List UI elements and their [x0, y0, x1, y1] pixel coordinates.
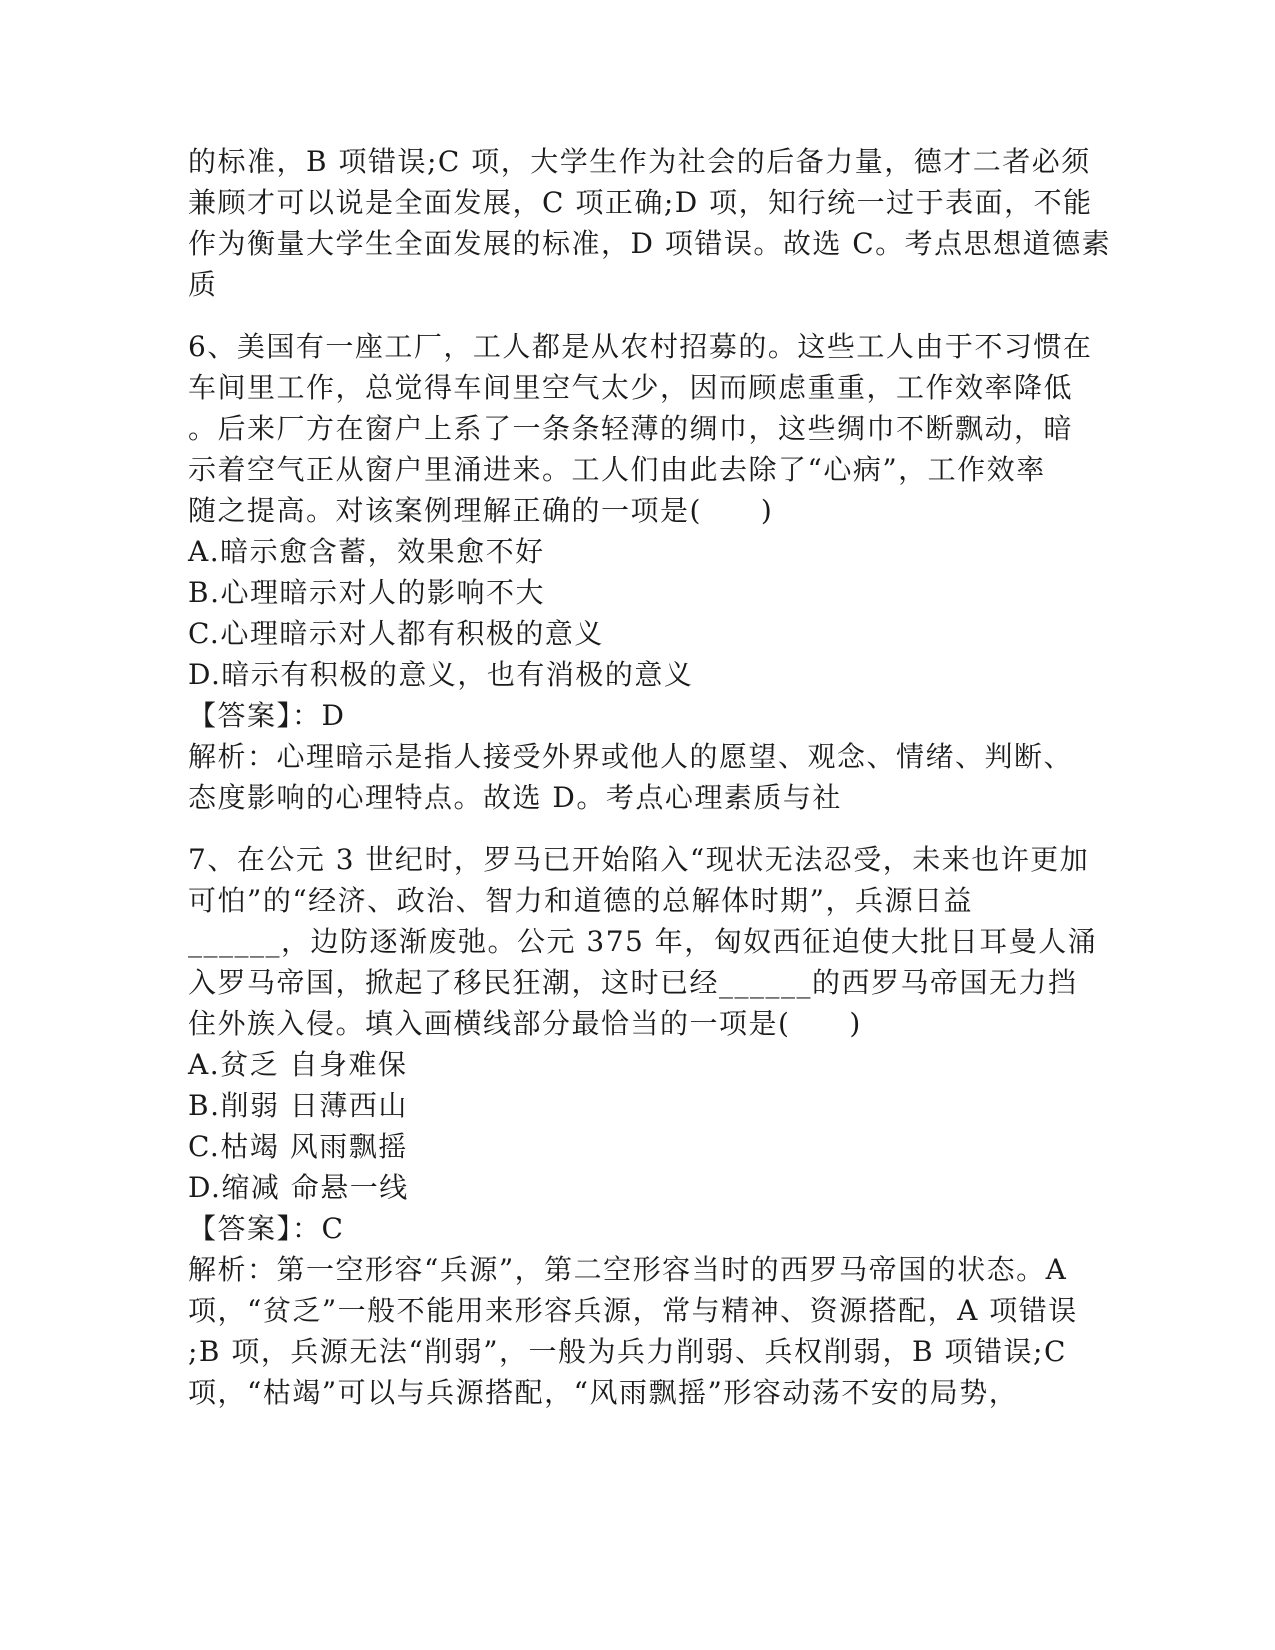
question-stem-line: 7、在公元 3 世纪时，罗马已开始陷入“现状无法忍受，未来也许更加: [188, 843, 1090, 876]
explanation-line: 项，“枯竭”可以与兵源搭配，“风雨飘摇”形容动荡不安的局势，: [188, 1376, 1019, 1409]
option-b: B.削弱 日薄西山: [188, 1089, 408, 1122]
option-c: C.心理暗示对人都有积极的意义: [188, 617, 604, 650]
option-d: D.缩减 命悬一线: [188, 1171, 409, 1204]
option-c: C.枯竭 风雨飘摇: [188, 1130, 408, 1163]
text-line: 作为衡量大学生全面发展的标准，D 项错误。故选 C。考点思想道德素: [188, 227, 1112, 260]
question-stem-line: 车间里工作，总觉得车间里空气太少，因而顾虑重重，工作效率降低: [188, 371, 1074, 404]
question-stem-line: ______，边防逐渐废弛。公元 375 年，匈奴西征迫使大批日耳曼人涌: [188, 925, 1098, 958]
question-stem-line: 随之提高。对该案例理解正确的一项是( ): [188, 494, 774, 527]
question-stem-line: 入罗马帝国，掀起了移民狂潮，这时已经______的西罗马帝国无力挡: [188, 966, 1078, 999]
question-stem-line: 可怕”的“经济、政治、智力和道德的总解体时期”，兵源日益: [188, 884, 973, 917]
explanation-line: 项，“贫乏”一般不能用来形容兵源，常与精神、资源搭配，A 项错误: [188, 1294, 1078, 1327]
explanation-line: 解析：第一空形容“兵源”，第二空形容当时的西罗马帝国的状态。A: [188, 1253, 1068, 1286]
option-b: B.心理暗示对人的影响不大: [188, 576, 545, 609]
question-stem-line: 。后来厂方在窗户上系了一条条轻薄的绸巾，这些绸巾不断飘动，暗: [188, 412, 1074, 445]
question-stem-line: 示着空气正从窗户里涌进来。工人们由此去除了“心病”，工作效率: [188, 453, 1046, 486]
explanation-line: 态度影响的心理特点。故选 D。考点心理素质与社: [188, 781, 842, 814]
option-a: A.贫乏 自身难保: [188, 1048, 408, 1081]
answer-line: 【答案】：C: [188, 1212, 345, 1245]
answer-line: 【答案】：D: [188, 699, 346, 732]
text-line: 兼顾才可以说是全面发展，C 项正确;D 项，知行统一过于表面，不能: [188, 186, 1093, 219]
question-stem-line: 6、美国有一座工厂，工人都是从农村招募的。这些工人由于不习惯在: [188, 330, 1093, 363]
text-line: 的标准，B 项错误;C 项，大学生作为社会的后备力量，德才二者必须: [188, 145, 1091, 178]
explanation-line: ;B 项，兵源无法“削弱”，一般为兵力削弱、兵权削弱，B 项错误;C: [188, 1335, 1067, 1368]
option-a: A.暗示愈含蓄，效果愈不好: [188, 535, 545, 568]
question-stem-line: 住外族入侵。填入画横线部分最恰当的一项是( ): [188, 1007, 862, 1040]
option-d: D.暗示有积极的意义，也有消极的意义: [188, 658, 694, 691]
text-line: 质: [188, 268, 218, 301]
explanation-line: 解析：心理暗示是指人接受外界或他人的愿望、观念、情绪、判断、: [188, 740, 1074, 773]
